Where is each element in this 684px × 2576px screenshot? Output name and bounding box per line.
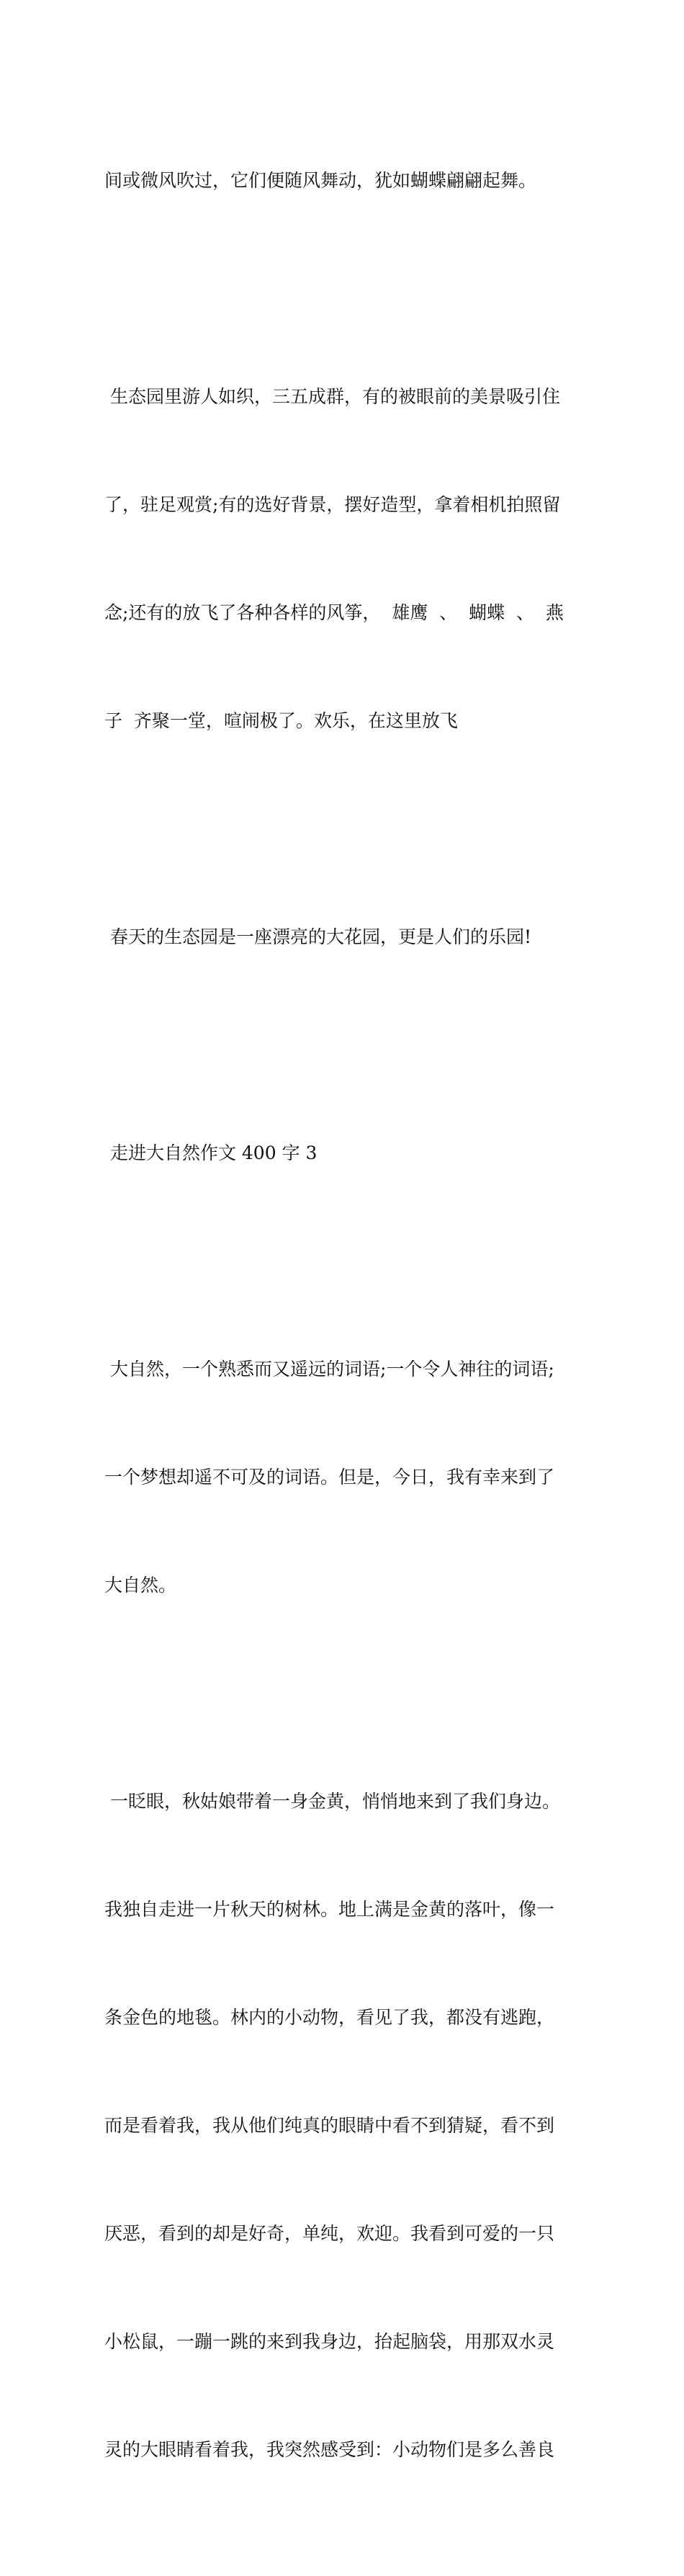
text-line: 春天的生态园是一座漂亮的大花园，更是人们的乐园! xyxy=(104,926,531,947)
text-line: 大自然。 xyxy=(104,1575,177,1596)
text-line: 小松鼠，一蹦一跳的来到我身边，抬起脑袋，用那双水灵 xyxy=(104,2331,555,2352)
paragraph-1 xyxy=(104,91,583,271)
document-body xyxy=(104,91,583,2576)
paragraph-5 xyxy=(104,1279,583,1676)
paragraph-3 xyxy=(104,847,583,1027)
text-line: 灵的大眼睛看着我，我突然感受到：小动物们是多么善良 xyxy=(104,2439,555,2460)
text-line: 间或微风吹过，它们便随风舞动，犹如蝴蝶翩翩起舞。 xyxy=(104,170,537,191)
text-line: 厌恶，看到的却是好奇，单纯，欢迎。我看到可爱的一只 xyxy=(104,2223,555,2244)
text-line: 我独自走进一片秋天的树林。地上满是金黄的落叶，像一 xyxy=(104,1899,555,1920)
text-line: 一眨眼，秋姑娘带着一身金黄，悄悄地来到了我们身边。 xyxy=(104,1791,560,1812)
text-line: 大自然，一个熟悉而又遥远的词语;一个令人神往的词语; xyxy=(104,1359,554,1379)
text-line: 了，驻足观赏;有的选好背景，摆好造型，拿着相机拍照留 xyxy=(104,494,561,515)
paragraph-6 xyxy=(104,1712,583,2540)
heading-text: 走进大自然作文 400 字 3 xyxy=(104,1142,318,1163)
text-line: 而是看着我，我从他们纯真的眼睛中看不到猜疑，看不到 xyxy=(104,2115,555,2136)
text-line: 子 齐聚一堂，喧闹极了。欢乐，在这里放飞 xyxy=(104,710,458,731)
text-line: 生态园里游人如织，三五成群，有的被眼前的美景吸引住 xyxy=(104,386,560,407)
paragraph-2 xyxy=(104,307,583,811)
text-line: 条金色的地毯。林内的小动物，看见了我，都没有逃跑， xyxy=(104,2007,555,2028)
text-line: 一个梦想却遥不可及的词语。但是，今日，我有幸来到了 xyxy=(104,1467,555,1488)
text-line: 念;还有的放飞了各种各样的风筝， 雄鹰 、 蝴蝶 、 燕 xyxy=(104,602,564,623)
section-heading xyxy=(104,1063,583,1243)
